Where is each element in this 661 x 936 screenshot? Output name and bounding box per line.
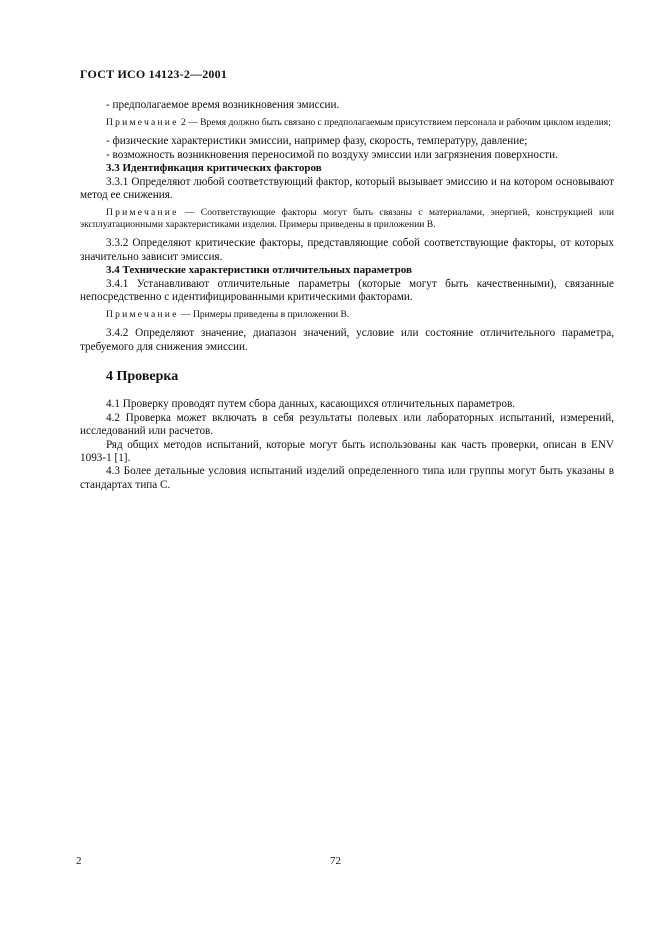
note-label: Примечание [106,207,179,219]
page-number-left: 2 [76,855,82,867]
paragraph-airborne-emission: - возможность возникновения переносимой по воздуху эмиссии или загрязнения поверхности. [106,148,558,161]
note-text: — Примеры приведены в приложении В. [178,309,350,321]
paragraph-4-2-methods: Ряд общих методов испытаний, которые могут быть использованы как часть проверки, описан в ENV 1093-1 [1]. [80,438,614,464]
paragraph-emission-time: - предполагаемое время возникновения эмиссии. [106,99,340,111]
note-2 [80,117,614,129]
note-text: — Соответствующие факторы могут быть связаны с материалами, энергией, конструкцией или эксплуатационными характеристиками изделия. Примеры приведены в приложении В. [80,207,614,231]
page-number-center: 72 [330,855,341,867]
paragraph-3-3-1: 3.3.1 Определяют любой соответствующий фактор, который вызывает эмиссию и на котором основывают метод ее снижения. [80,175,614,202]
section-heading-4: 4 Проверка [106,369,179,385]
note-text: 2 — Время должно быть связано с предполагаемым присутствием персонала и рабочим циклом изделия; [178,117,611,129]
subsection-heading-3-4: 3.4 Технические характеристики отличительных параметров [106,264,412,277]
note-factors [80,207,614,231]
paragraph-3-3-2: 3.3.2 Определяют критические факторы, представляющие собой соответствующие факторы, от которых значительно зависит эмиссия. [80,237,614,263]
paragraph-4-2: 4.2 Проверка может включать в себя результаты полевых или лабораторных испытаний, измерений, исследований или расчетов. [80,411,614,438]
paragraph-4-1: 4.1 Проверку проводят путем сбора данных, касающихся отличительных параметров. [106,398,516,411]
subsection-heading-3-3: 3.3 Идентификация критических факторов [106,162,322,175]
paragraph-3-4-1: 3.4.1 Устанавливают отличительные параметры (которые могут быть качественными), связанные непосредственно с идентифицированными критическими факторами. [80,277,614,304]
note-label: Примечание [106,117,179,129]
note-label: Примечание [106,309,179,321]
document-body [80,99,614,492]
paragraph-physical-characteristics: - физические характеристики эмиссии, например фазу, скорость, температуру, давление; [106,135,528,148]
paragraph-4-3: 4.3 Более детальные условия испытаний изделий определенного типа или группы могут быть указаны в стандартах типа С. [80,465,614,491]
paragraph-3-4-2: 3.4.2 Определяют значение, диапазон значений, условие или состояние отличительного параметра, требуемого для снижения эмиссии. [80,327,614,353]
document-header-id: ГОСТ ИСО 14123-2—2001 [80,67,228,81]
note-examples [80,309,614,321]
